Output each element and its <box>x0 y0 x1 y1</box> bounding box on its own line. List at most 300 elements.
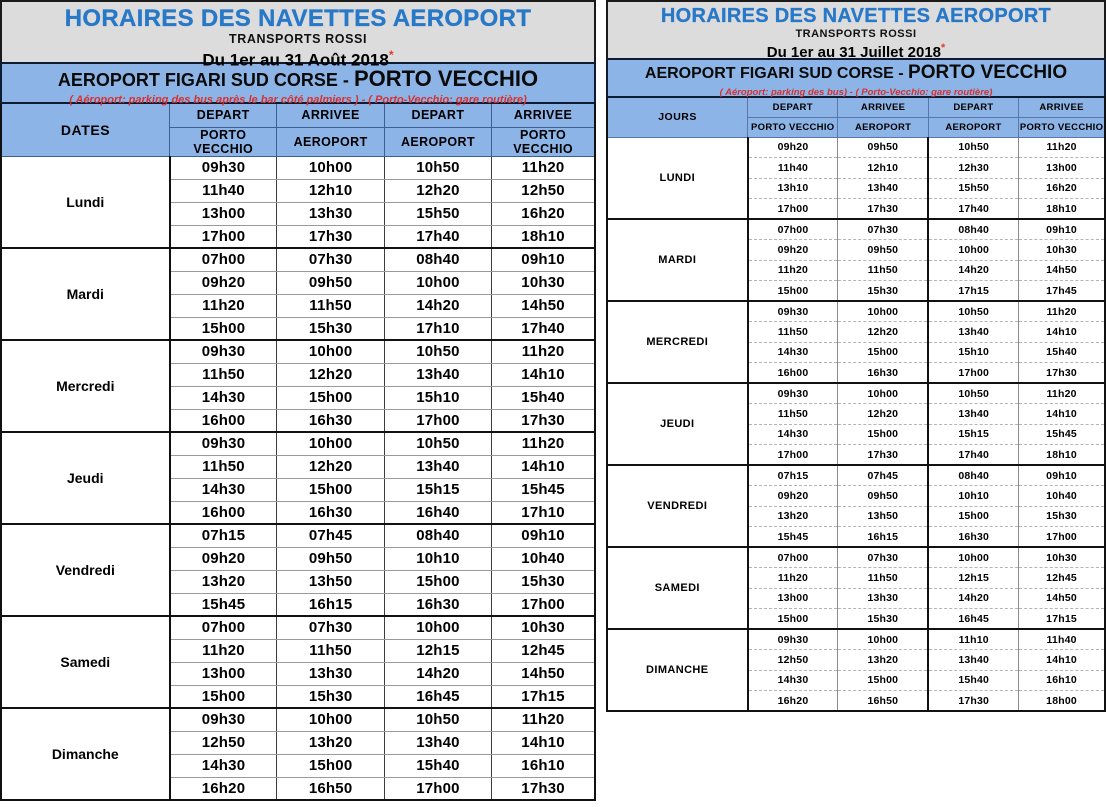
time-cell: 13h50 <box>277 570 384 593</box>
time-cell: 14h50 <box>492 662 595 685</box>
time-cell: 17h00 <box>170 225 277 248</box>
time-cell: 15h45 <box>748 527 838 548</box>
time-cell: 14h20 <box>384 294 491 317</box>
left-column-header-place-4: PORTO VECCHIO <box>492 127 595 156</box>
time-cell: 13h20 <box>748 506 838 527</box>
time-cell: 13h50 <box>838 506 928 527</box>
time-cell: 14h20 <box>928 588 1018 609</box>
time-cell: 16h45 <box>384 685 491 708</box>
time-cell: 12h15 <box>928 568 1018 589</box>
time-cell: 11h50 <box>748 322 838 343</box>
time-cell: 07h30 <box>277 616 384 639</box>
right-day-label-vendredi: VENDREDI <box>607 465 748 547</box>
time-cell: 14h10 <box>1019 322 1105 343</box>
time-cell: 16h30 <box>384 593 491 616</box>
left-column-header-direction-4: ARRIVEE <box>492 103 595 127</box>
left-route-dash: - <box>342 70 349 90</box>
time-cell: 10h00 <box>384 271 491 294</box>
time-cell: 15h15 <box>384 478 491 501</box>
right-column-header-direction-2: ARRIVEE <box>838 97 928 117</box>
time-cell: 14h30 <box>748 424 838 445</box>
time-cell: 13h00 <box>170 202 277 225</box>
left-column-header-place-1: PORTO VECCHIO <box>170 127 277 156</box>
time-cell: 17h00 <box>928 363 1018 384</box>
time-cell: 07h30 <box>277 248 384 271</box>
time-cell: 12h45 <box>492 639 595 662</box>
time-cell: 07h45 <box>277 524 384 547</box>
time-cell: 16h20 <box>748 691 838 712</box>
time-cell: 15h10 <box>384 386 491 409</box>
time-cell: 10h50 <box>384 156 491 179</box>
time-cell: 12h10 <box>277 179 384 202</box>
time-cell: 16h50 <box>838 691 928 712</box>
time-cell: 13h40 <box>928 322 1018 343</box>
time-cell: 17h00 <box>1019 527 1105 548</box>
time-cell: 07h00 <box>748 547 838 568</box>
time-cell: 07h30 <box>838 219 928 240</box>
time-cell: 15h40 <box>492 386 595 409</box>
left-period-text: Du 1er au 31 Août 2018 <box>202 50 389 70</box>
left-schedule-table <box>0 102 596 801</box>
time-cell: 10h00 <box>277 340 384 363</box>
time-cell: 13h00 <box>170 662 277 685</box>
time-cell: 16h15 <box>838 527 928 548</box>
time-cell: 17h30 <box>492 777 595 800</box>
time-cell: 15h50 <box>928 178 1018 199</box>
time-cell: 08h40 <box>384 248 491 271</box>
right-column-header-place-4: PORTO VECCHIO <box>1019 117 1105 137</box>
time-cell: 07h15 <box>170 524 277 547</box>
right-column-header-place-2: AEROPORT <box>838 117 928 137</box>
time-cell: 09h50 <box>277 547 384 570</box>
time-cell: 10h00 <box>928 547 1018 568</box>
right-title-block <box>606 0 1106 62</box>
time-cell: 15h30 <box>838 281 928 302</box>
time-cell: 14h30 <box>170 386 277 409</box>
left-column-header-place-3: AEROPORT <box>384 127 491 156</box>
time-cell: 10h50 <box>384 432 491 455</box>
time-cell: 17h00 <box>492 593 595 616</box>
time-cell: 10h50 <box>928 137 1018 158</box>
time-cell: 17h00 <box>748 199 838 220</box>
time-cell: 09h50 <box>838 137 928 158</box>
time-cell: 15h40 <box>1019 342 1105 363</box>
time-cell: 12h50 <box>170 731 277 754</box>
table-row <box>607 301 1105 322</box>
right-route-note: ( Aéroport: parking des bus) - ( Porto-Vecchio: gare routière) <box>719 87 993 98</box>
left-day-label-samedi: Samedi <box>1 616 170 708</box>
time-cell: 16h30 <box>277 409 384 432</box>
table-row <box>607 383 1105 404</box>
right-period <box>767 41 945 61</box>
time-cell: 17h30 <box>928 691 1018 712</box>
time-cell: 07h00 <box>170 248 277 271</box>
time-cell: 14h10 <box>492 455 595 478</box>
time-cell: 07h45 <box>838 465 928 486</box>
time-cell: 15h30 <box>838 609 928 630</box>
time-cell: 14h10 <box>1019 650 1105 671</box>
left-day-label-mercredi: Mercredi <box>1 340 170 432</box>
time-cell: 08h40 <box>928 219 1018 240</box>
time-cell: 10h00 <box>277 432 384 455</box>
right-day-label-dimanche: DIMANCHE <box>607 629 748 711</box>
time-cell: 10h30 <box>492 271 595 294</box>
time-cell: 11h20 <box>492 340 595 363</box>
time-cell: 17h00 <box>384 777 491 800</box>
time-cell: 10h00 <box>928 240 1018 261</box>
time-cell: 14h10 <box>492 731 595 754</box>
time-cell: 09h20 <box>748 137 838 158</box>
right-day-label-mardi: MARDI <box>607 219 748 301</box>
time-cell: 10h30 <box>1019 240 1105 261</box>
left-column-header-direction-1: DEPART <box>170 103 277 127</box>
time-cell: 17h40 <box>384 225 491 248</box>
time-cell: 16h50 <box>277 777 384 800</box>
time-cell: 12h20 <box>838 322 928 343</box>
time-cell: 09h20 <box>748 240 838 261</box>
time-cell: 10h30 <box>1019 547 1105 568</box>
time-cell: 11h20 <box>748 260 838 281</box>
left-table-head <box>1 103 595 156</box>
table-row <box>1 340 595 363</box>
time-cell: 15h00 <box>838 670 928 691</box>
time-cell: 17h00 <box>748 445 838 466</box>
table-row <box>1 248 595 271</box>
time-cell: 13h30 <box>277 202 384 225</box>
right-day-label-mercredi: MERCREDI <box>607 301 748 383</box>
right-period-asterisk: * <box>941 42 946 55</box>
right-table-head <box>607 97 1105 137</box>
time-cell: 15h00 <box>277 478 384 501</box>
time-cell: 16h20 <box>492 202 595 225</box>
time-cell: 14h50 <box>492 294 595 317</box>
time-cell: 15h40 <box>384 754 491 777</box>
right-route-to: PORTO VECCHIO <box>908 62 1068 83</box>
time-cell: 09h10 <box>1019 219 1105 240</box>
time-cell: 14h30 <box>748 670 838 691</box>
right-operator-name: TRANSPORTS ROSSI <box>795 28 917 40</box>
time-cell: 15h00 <box>838 424 928 445</box>
left-column-header-direction-3: DEPART <box>384 103 491 127</box>
time-cell: 15h10 <box>928 342 1018 363</box>
time-cell: 16h10 <box>1019 670 1105 691</box>
time-cell: 13h20 <box>277 731 384 754</box>
time-cell: 14h50 <box>1019 588 1105 609</box>
time-cell: 12h10 <box>838 158 928 179</box>
right-day-label-samedi: SAMEDI <box>607 547 748 629</box>
time-cell: 09h30 <box>748 301 838 322</box>
right-route-from: AEROPORT FIGARI SUD CORSE <box>644 65 894 82</box>
time-cell: 10h40 <box>492 547 595 570</box>
time-cell: 09h30 <box>748 383 838 404</box>
time-cell: 12h20 <box>277 455 384 478</box>
time-cell: 09h10 <box>492 524 595 547</box>
right-day-label-jeudi: JEUDI <box>607 383 748 465</box>
left-day-label-lundi: Lundi <box>1 156 170 248</box>
time-cell: 11h20 <box>748 568 838 589</box>
left-day-label-dimanche: Dimanche <box>1 708 170 800</box>
time-cell: 14h20 <box>928 260 1018 281</box>
right-column-header-day: JOURS <box>607 97 748 137</box>
left-route-to: PORTO VECCHIO <box>353 66 539 91</box>
time-cell: 09h50 <box>277 271 384 294</box>
time-cell: 17h40 <box>928 199 1018 220</box>
left-operator-name: TRANSPORTS ROSSI <box>228 32 368 47</box>
time-cell: 16h45 <box>928 609 1018 630</box>
time-cell: 15h45 <box>170 593 277 616</box>
time-cell: 14h50 <box>1019 260 1105 281</box>
right-header-row-direction <box>607 97 1105 117</box>
time-cell: 13h10 <box>748 178 838 199</box>
time-cell: 17h30 <box>1019 363 1105 384</box>
time-cell: 18h10 <box>1019 445 1105 466</box>
right-route-block <box>606 58 1106 96</box>
time-cell: 11h20 <box>492 156 595 179</box>
time-cell: 09h30 <box>170 432 277 455</box>
time-cell: 15h30 <box>492 570 595 593</box>
time-cell: 11h40 <box>748 158 838 179</box>
time-cell: 17h30 <box>838 445 928 466</box>
left-route-note: ( Aéroport: parking des bus après le bar côté palmiers ) - ( Porto-Vecchio: gare routière) <box>69 94 527 106</box>
left-day-label-vendredi: Vendredi <box>1 524 170 616</box>
time-cell: 15h00 <box>170 317 277 340</box>
time-cell: 13h40 <box>384 363 491 386</box>
time-cell: 11h20 <box>1019 383 1105 404</box>
time-cell: 17h30 <box>492 409 595 432</box>
time-cell: 15h00 <box>277 754 384 777</box>
time-cell: 16h00 <box>748 363 838 384</box>
right-column-header-direction-4: ARRIVEE <box>1019 97 1105 117</box>
time-cell: 18h10 <box>1019 199 1105 220</box>
time-cell: 11h20 <box>170 294 277 317</box>
left-column-header-day: DATES <box>1 103 170 156</box>
time-cell: 08h40 <box>928 465 1018 486</box>
time-cell: 13h30 <box>277 662 384 685</box>
table-row <box>1 708 595 731</box>
time-cell: 15h30 <box>1019 506 1105 527</box>
time-cell: 10h10 <box>384 547 491 570</box>
time-cell: 11h20 <box>492 432 595 455</box>
time-cell: 07h00 <box>748 219 838 240</box>
right-column-header-direction-1: DEPART <box>748 97 838 117</box>
time-cell: 13h20 <box>838 650 928 671</box>
left-main-title: HORAIRES DES NAVETTES AEROPORT <box>64 5 532 32</box>
time-cell: 16h00 <box>170 501 277 524</box>
left-route-from: AEROPORT FIGARI SUD CORSE <box>57 70 338 90</box>
time-cell: 11h20 <box>170 639 277 662</box>
time-cell: 15h15 <box>928 424 1018 445</box>
time-cell: 15h45 <box>1019 424 1105 445</box>
time-cell: 12h30 <box>928 158 1018 179</box>
time-cell: 12h20 <box>838 404 928 425</box>
time-cell: 10h00 <box>277 156 384 179</box>
time-cell: 08h40 <box>384 524 491 547</box>
left-column-header-place-2: AEROPORT <box>277 127 384 156</box>
time-cell: 17h15 <box>1019 609 1105 630</box>
time-cell: 15h40 <box>928 670 1018 691</box>
time-cell: 10h00 <box>838 629 928 650</box>
table-row <box>607 137 1105 158</box>
time-cell: 12h50 <box>492 179 595 202</box>
time-cell: 07h30 <box>838 547 928 568</box>
time-cell: 09h20 <box>748 486 838 507</box>
time-cell: 11h50 <box>748 404 838 425</box>
right-period-text: Du 1er au 31 Juillet 2018 <box>766 44 942 62</box>
time-cell: 11h50 <box>838 568 928 589</box>
time-cell: 10h50 <box>384 340 491 363</box>
time-cell: 17h45 <box>1019 281 1105 302</box>
table-row <box>607 219 1105 240</box>
table-row <box>1 524 595 547</box>
time-cell: 17h10 <box>384 317 491 340</box>
time-cell: 16h30 <box>838 363 928 384</box>
time-cell: 10h50 <box>384 708 491 731</box>
time-cell: 11h20 <box>1019 301 1105 322</box>
time-cell: 17h40 <box>492 317 595 340</box>
time-cell: 16h40 <box>384 501 491 524</box>
right-schedule-table <box>606 96 1106 712</box>
right-route-dash: - <box>898 65 904 82</box>
time-cell: 15h50 <box>384 202 491 225</box>
time-cell: 09h30 <box>170 340 277 363</box>
time-cell: 17h00 <box>384 409 491 432</box>
time-cell: 11h40 <box>170 179 277 202</box>
time-cell: 15h45 <box>492 478 595 501</box>
time-cell: 17h15 <box>492 685 595 708</box>
right-column-header-direction-3: DEPART <box>928 97 1018 117</box>
right-column-header-place-3: AEROPORT <box>928 117 1018 137</box>
time-cell: 10h50 <box>928 383 1018 404</box>
right-day-label-lundi: LUNDI <box>607 137 748 219</box>
time-cell: 10h00 <box>277 708 384 731</box>
right-column-header-place-1: PORTO VECCHIO <box>748 117 838 137</box>
left-period-asterisk: * <box>388 48 394 63</box>
time-cell: 13h00 <box>748 588 838 609</box>
time-cell: 11h50 <box>838 260 928 281</box>
time-cell: 17h30 <box>277 225 384 248</box>
left-period <box>202 47 393 70</box>
time-cell: 17h40 <box>928 445 1018 466</box>
time-cell: 17h30 <box>838 199 928 220</box>
time-cell: 13h40 <box>384 455 491 478</box>
left-day-label-jeudi: Jeudi <box>1 432 170 524</box>
time-cell: 09h10 <box>1019 465 1105 486</box>
time-cell: 12h45 <box>1019 568 1105 589</box>
time-cell: 18h10 <box>492 225 595 248</box>
table-row <box>607 629 1105 650</box>
time-cell: 15h00 <box>748 281 838 302</box>
time-cell: 16h20 <box>170 777 277 800</box>
time-cell: 12h20 <box>277 363 384 386</box>
time-cell: 11h50 <box>170 455 277 478</box>
time-cell: 13h30 <box>838 588 928 609</box>
left-day-label-mardi: Mardi <box>1 248 170 340</box>
time-cell: 09h20 <box>170 271 277 294</box>
right-main-title: HORAIRES DES NAVETTES AEROPORT <box>660 5 1052 27</box>
time-cell: 07h00 <box>170 616 277 639</box>
time-cell: 15h00 <box>384 570 491 593</box>
time-cell: 16h15 <box>277 593 384 616</box>
time-cell: 13h40 <box>928 404 1018 425</box>
table-row <box>1 616 595 639</box>
time-cell: 14h20 <box>384 662 491 685</box>
time-cell: 10h40 <box>1019 486 1105 507</box>
time-cell: 13h40 <box>928 650 1018 671</box>
time-cell: 16h00 <box>170 409 277 432</box>
time-cell: 15h00 <box>928 506 1018 527</box>
time-cell: 13h20 <box>170 570 277 593</box>
time-cell: 14h30 <box>748 342 838 363</box>
time-cell: 10h30 <box>492 616 595 639</box>
left-table-body <box>1 156 595 800</box>
time-cell: 07h15 <box>748 465 838 486</box>
time-cell: 10h10 <box>928 486 1018 507</box>
time-cell: 10h50 <box>928 301 1018 322</box>
time-cell: 15h00 <box>838 342 928 363</box>
table-row <box>607 547 1105 568</box>
right-table-body <box>607 137 1105 711</box>
time-cell: 10h00 <box>838 301 928 322</box>
table-row <box>1 432 595 455</box>
time-cell: 16h20 <box>1019 178 1105 199</box>
time-cell: 18h00 <box>1019 691 1105 712</box>
time-cell: 13h40 <box>384 731 491 754</box>
time-cell: 09h30 <box>170 708 277 731</box>
time-cell: 11h20 <box>1019 137 1105 158</box>
time-cell: 13h40 <box>838 178 928 199</box>
time-cell: 12h20 <box>384 179 491 202</box>
time-cell: 15h00 <box>748 609 838 630</box>
left-title-block <box>0 0 596 70</box>
time-cell: 09h30 <box>748 629 838 650</box>
time-cell: 11h40 <box>1019 629 1105 650</box>
time-cell: 14h10 <box>1019 404 1105 425</box>
time-cell: 14h30 <box>170 478 277 501</box>
time-cell: 09h30 <box>170 156 277 179</box>
time-cell: 09h50 <box>838 486 928 507</box>
time-cell: 11h10 <box>928 629 1018 650</box>
time-cell: 11h50 <box>277 639 384 662</box>
table-row <box>1 156 595 179</box>
time-cell: 10h00 <box>838 383 928 404</box>
time-cell: 09h50 <box>838 240 928 261</box>
time-cell: 11h50 <box>277 294 384 317</box>
time-cell: 14h30 <box>170 754 277 777</box>
left-column-header-direction-2: ARRIVEE <box>277 103 384 127</box>
time-cell: 17h10 <box>492 501 595 524</box>
time-cell: 14h10 <box>492 363 595 386</box>
right-route-line <box>608 62 1104 84</box>
time-cell: 17h15 <box>928 281 1018 302</box>
time-cell: 15h00 <box>277 386 384 409</box>
time-cell: 15h30 <box>277 685 384 708</box>
time-cell: 10h00 <box>384 616 491 639</box>
time-cell: 16h30 <box>277 501 384 524</box>
time-cell: 09h10 <box>492 248 595 271</box>
time-cell: 12h15 <box>384 639 491 662</box>
time-cell: 12h50 <box>748 650 838 671</box>
time-cell: 13h00 <box>1019 158 1105 179</box>
time-cell: 15h00 <box>170 685 277 708</box>
time-cell: 11h20 <box>492 708 595 731</box>
time-cell: 11h50 <box>170 363 277 386</box>
time-cell: 09h20 <box>170 547 277 570</box>
left-header-row-direction <box>1 103 595 127</box>
time-cell: 15h30 <box>277 317 384 340</box>
time-cell: 16h30 <box>928 527 1018 548</box>
table-row <box>607 465 1105 486</box>
time-cell: 16h10 <box>492 754 595 777</box>
